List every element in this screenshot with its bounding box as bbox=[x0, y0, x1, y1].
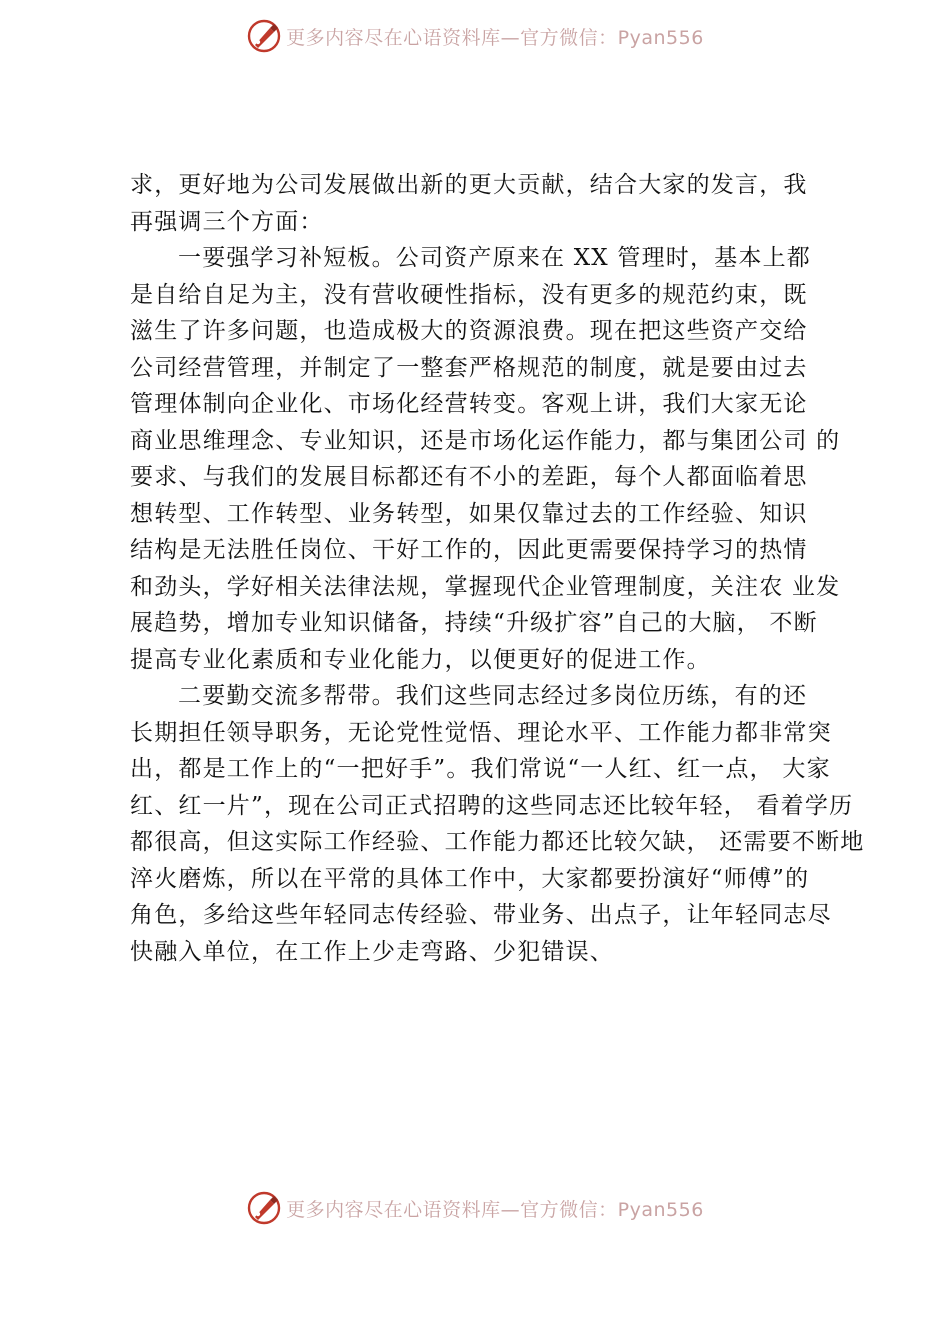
header-banner bbox=[0, 14, 950, 58]
paragraph-line: 结构是无法胜任岗位、干好工作的，因此更需要保持学习的热情 bbox=[130, 537, 808, 563]
paragraph-line: 出，都是工作上的“一把好手”。我们常说“一人红、红一点， 大家 bbox=[130, 756, 831, 782]
paragraph-line: 一要强学习补短板。公司资产原来在 XX 管理时，基本上都 bbox=[178, 245, 811, 271]
paragraph-line: 快融入单位，在工作上少走弯路、少犯错误、 bbox=[130, 938, 614, 965]
paragraph-line: 角色，多给这些年轻同志传经验、带业务、出点子，让年轻同志尽 bbox=[130, 902, 832, 928]
paragraph-line: 要求、与我们的发展目标都还有不小的差距，每个人都面临着思 bbox=[130, 464, 808, 490]
paragraph-line: 和劲头，学好相关法律法规，掌握现代企业管理制度，关注农 业发 bbox=[130, 573, 841, 600]
document-body bbox=[130, 167, 865, 970]
paragraph-line: 提高专业化素质和专业化能力，以便更好的促进工作。 bbox=[130, 646, 711, 673]
footer-text: 更多内容尽在心语资料库—官方微信：Pyan556 bbox=[286, 1198, 704, 1221]
paragraph-line: 是自给自足为主，没有营收硬性指标，没有更多的规范约束，既 bbox=[130, 281, 808, 308]
paragraph-line: 二要勤交流多帮带。我们这些同志经过多岗位历练，有的还 bbox=[178, 683, 808, 709]
paragraph-line: 想转型、工作转型、业务转型，如果仅靠过去的工作经验、知识 bbox=[130, 500, 808, 527]
paragraph-line: 滋生了许多问题，也造成极大的资源浪费。现在把这些资产交给 bbox=[130, 318, 808, 344]
paragraph-line: 长期担任领导职务，无论党性觉悟、理论水平、工作能力都非常突 bbox=[130, 719, 832, 746]
paragraph-line: 再强调三个方面： bbox=[130, 208, 324, 235]
paragraph-line: 红、红一片”，现在公司正式招聘的这些同志还比较年轻， 看着学历 bbox=[130, 792, 854, 819]
footer-banner bbox=[0, 1186, 950, 1230]
paragraph-line: 商业思维理念、专业知识，还是市场化运作能力，都与集团公司 的 bbox=[130, 427, 841, 454]
paragraph-line: 管理体制向企业化、市场化经营转变。客观上讲，我们大家无论 bbox=[130, 391, 808, 417]
header-text: 更多内容尽在心语资料库—官方微信：Pyan556 bbox=[286, 26, 704, 49]
pen-nib-seal-icon bbox=[246, 18, 282, 54]
paragraph-line: 求，更好地为公司发展做出新的更大贡献，结合大家的发言，我 bbox=[130, 172, 808, 198]
paragraph-line: 淬火磨炼，所以在平常的具体工作中，大家都要扮演好“师傅”的 bbox=[130, 865, 810, 892]
paragraph-line: 展趋势，增加专业知识储备，持续“升级扩容”自己的大脑， 不断 bbox=[130, 610, 818, 636]
pen-nib-seal-icon bbox=[246, 1190, 282, 1226]
paragraph-line: 公司经营管理，并制定了一整套严格规范的制度，就是要由过去 bbox=[130, 354, 808, 381]
paragraph-line: 都很高，但这实际工作经验、工作能力都还比较欠缺， 还需要不断地 bbox=[130, 829, 865, 855]
